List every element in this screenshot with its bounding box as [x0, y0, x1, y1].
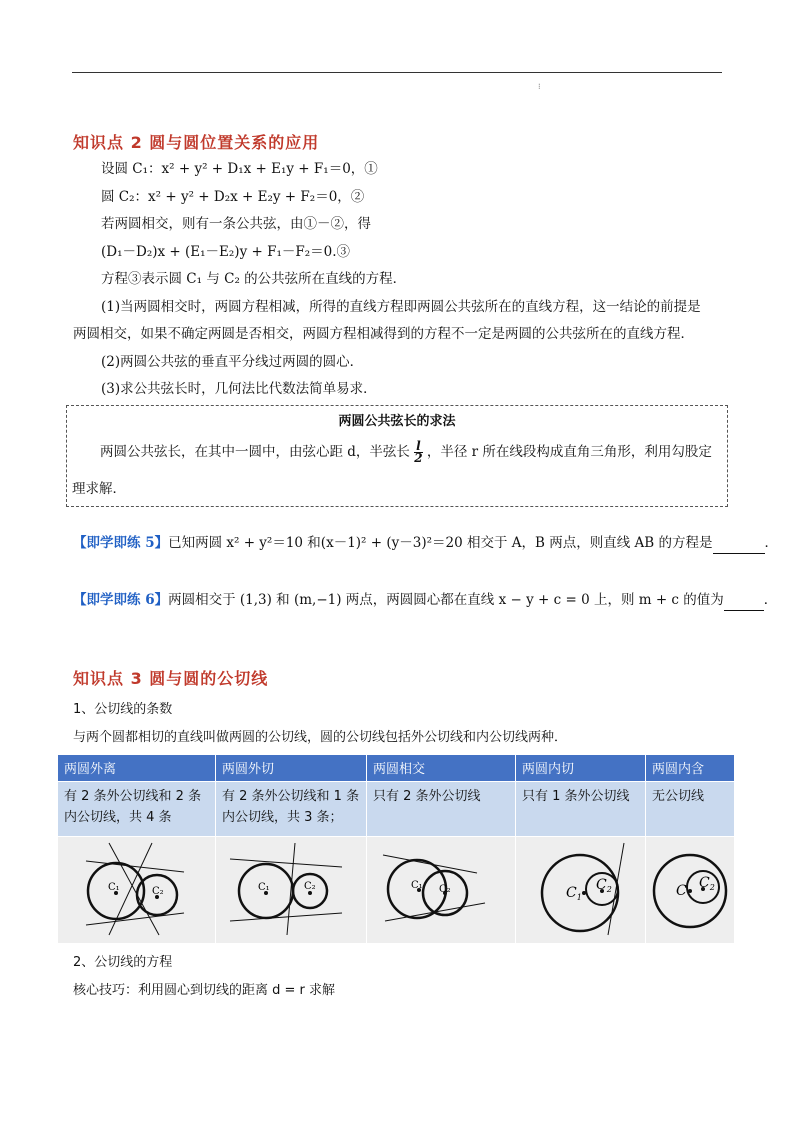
desc-intersect	[367, 782, 516, 837]
tangent-count-heading: 1、公切线的条数	[73, 702, 173, 717]
desc-line: 内公切线，共 3 条；	[222, 810, 343, 825]
note-2: (2)两圆公共弦的垂直平分线过两圆的圆心．	[101, 354, 364, 370]
eq-c2: 圆 C₂：x² + y² + D₂x + E₂y + F₂＝0，②	[101, 189, 365, 205]
figure-external-tangent-cell	[216, 837, 367, 944]
figure-separate	[64, 837, 209, 939]
table-figure-row	[58, 837, 735, 944]
figure-internal-tangent	[522, 837, 639, 939]
exercise-6-end: ．	[763, 592, 778, 608]
eq-chord: (D₁－D₂)x + (E₁－E₂)y + F₁－F₂＝0.③	[101, 244, 351, 260]
fraction-numerator: l	[416, 439, 421, 453]
box-text-1	[100, 441, 712, 464]
box-text-c: 理求解．	[72, 481, 126, 497]
desc-line: 只有 1 条外公切线	[522, 789, 630, 804]
label-sub: 2	[606, 885, 612, 894]
figure-contained-cell	[646, 837, 735, 944]
chord-length-box	[66, 405, 728, 507]
outer-tangent-line	[383, 855, 477, 873]
exercise-5-tag: 【即学即练 5】	[73, 535, 169, 551]
desc-line: 内公切线，共 4 条	[64, 810, 172, 825]
table-desc-row	[58, 782, 735, 837]
label-c1: C	[676, 883, 687, 899]
eq-c1: 设圆 C₁：x² + y² + D₁x + E₁y + F₁＝0，①	[101, 161, 378, 177]
box-title: 两圆公共弦长的求法	[338, 414, 456, 429]
label-c2	[596, 877, 612, 894]
figure-separate-cell	[58, 837, 216, 944]
center-dot	[582, 891, 586, 895]
label-c-letter: C	[699, 875, 710, 891]
desc-external-tangent	[216, 782, 367, 837]
note-3: (3)求公共弦长时，几何法比代数法简单易求．	[101, 381, 377, 397]
note-1b: 两圆相交，如果不确定两圆是否相交，两圆方程相减得到的方程不一定是两圆的公共弦所在的直线方程．	[73, 326, 694, 342]
desc-line: 无公切线	[652, 789, 705, 804]
figure-contained	[646, 837, 734, 939]
exercise-5-text: 已知两圆 x² + y²＝10 和(x－1)² + (y－3)²＝20 相交于 A，B 两点，则直线 AB 的方程是	[168, 535, 713, 551]
desc-line: 有 2 条外公切线和 2 条	[64, 789, 202, 804]
desc-line: 只有 2 条外公切线	[373, 789, 481, 804]
exercise-6-blank[interactable]	[724, 590, 764, 611]
desc-separate	[58, 782, 216, 837]
exercise-5-blank[interactable]	[713, 533, 765, 554]
section2-title: 知识点 2 圆与圆位置关系的应用	[73, 133, 320, 152]
figure-intersect-cell	[367, 837, 516, 944]
figure-external-tangent	[222, 837, 360, 939]
header-contained: 两圆内含	[646, 755, 735, 782]
core-tip: 核心技巧：利用圆心到切线的距离 d = r 求解	[73, 983, 336, 998]
label-c-letter: C	[566, 885, 577, 901]
figure-internal-tangent-cell	[516, 837, 646, 944]
label-c1	[566, 885, 582, 902]
outer-tangent-line	[230, 859, 342, 867]
label-c1: C₁	[411, 880, 423, 891]
outer-tangent-line	[230, 913, 342, 921]
exercise-6-text: 两圆相交于 (1,3) 和 (m,−1) 两点，两圆圆心都在直线 x − y + c = 0 上，则 m + c 的值为	[168, 592, 724, 608]
label-c2: C₂	[304, 881, 316, 892]
chord-meaning: 方程③表示圆 C₁ 与 C₂ 的公共弦所在直线的方程．	[101, 271, 407, 287]
header-external-tangent: 两圆外切	[216, 755, 367, 782]
tangent-intro: 与两个圆都相切的直线叫做两圆的公切线，圆的公切线包括外公切线和内公切线两种．	[73, 730, 568, 745]
header-intersect: 两圆相交	[367, 755, 516, 782]
exercise-5	[73, 533, 778, 554]
section3-title: 知识点 3 圆与圆的公切线	[73, 669, 269, 688]
note-1a: (1)当两圆相交时，两圆方程相减，所得的直线方程即两圆公共弦所在的直线方程，这一结论的前提是	[101, 299, 701, 315]
label-c2	[699, 875, 715, 892]
half-chord-fraction	[414, 441, 422, 464]
tangent-equation-heading: 2、公切线的方程	[73, 955, 173, 970]
label-sub: 2	[709, 883, 715, 892]
tangent-table	[57, 754, 735, 944]
header-internal-tangent: 两圆内切	[516, 755, 646, 782]
exercise-6	[73, 590, 777, 611]
box-text-a: 两圆公共弦长，在其中一圆中，由弦心距 d，半弦长	[100, 444, 410, 460]
box-text-b: ，半径 r 所在线段构成直角三角形，利用勾股定	[426, 444, 712, 460]
fraction-denominator: 2	[414, 451, 423, 465]
header-rule	[72, 72, 722, 73]
exercise-6-tag: 【即学即练 6】	[73, 592, 169, 608]
label-c2: C₂	[439, 884, 451, 895]
desc-line: 有 2 条外公切线和 1 条	[222, 789, 360, 804]
header-separate: 两圆外离	[58, 755, 216, 782]
exercise-5-end: ．	[764, 535, 778, 551]
label-c1: C₁	[108, 882, 120, 893]
label-c1: C₁	[258, 882, 270, 893]
table-header-row	[58, 755, 735, 782]
header-mark: ⁝	[538, 82, 541, 91]
subtract-text: 若两圆相交，则有一条公共弦，由①－②，得	[101, 216, 371, 232]
center-dot	[688, 889, 692, 893]
label-sub: 1	[576, 893, 582, 902]
desc-internal-tangent	[516, 782, 646, 837]
label-c-letter: C	[596, 877, 607, 893]
desc-contained	[646, 782, 735, 837]
label-c2: C₂	[152, 886, 164, 897]
figure-intersect	[373, 837, 509, 939]
